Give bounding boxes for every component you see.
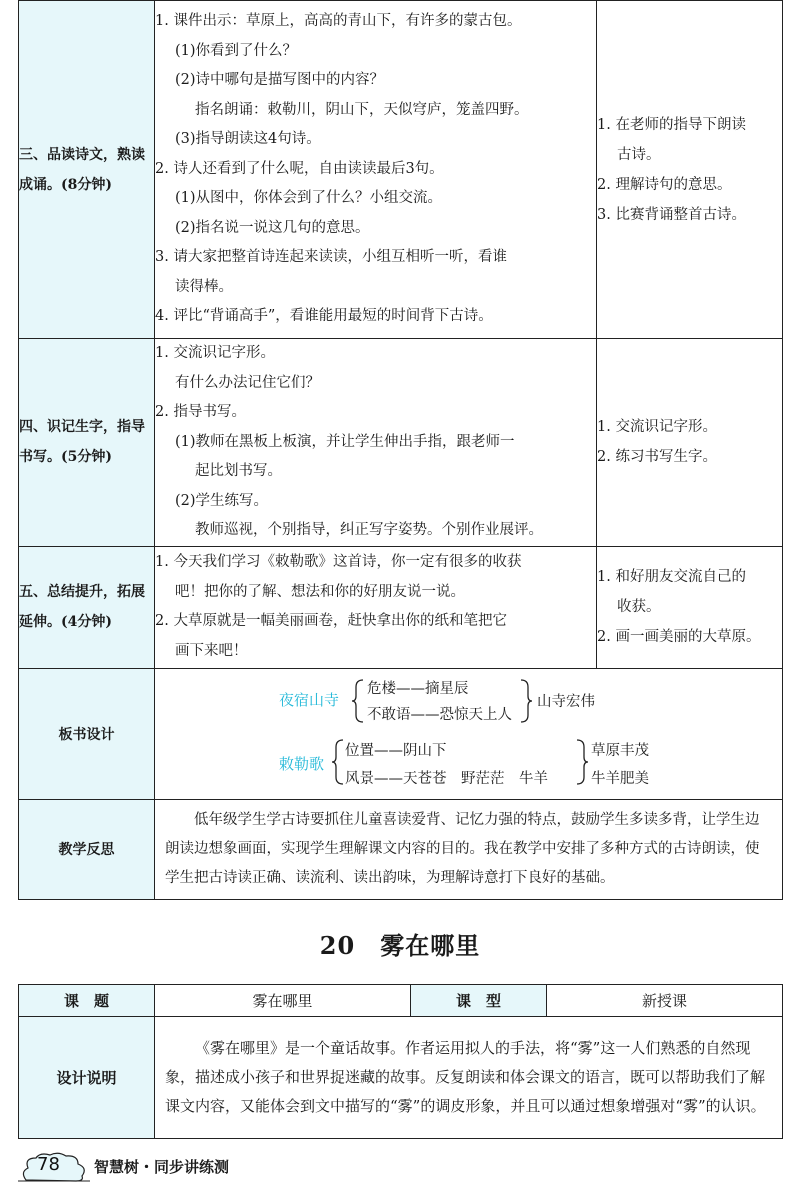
student-line: 收获。 (617, 599, 661, 615)
right-brace-icon (575, 739, 589, 785)
teacher-steps (155, 339, 597, 547)
section-label: 三、品读诗文，熟读成诵。(8分钟) (19, 1, 155, 339)
board-result: 牛羊肥美 (591, 770, 649, 787)
step-line: 1. 今天我们学习《敕勒歌》这首诗，你一定有很多的收获 (155, 554, 522, 570)
student-line: 2. 练习书写生字。 (597, 449, 717, 466)
step-line: (1)教师在黑板上板演，并让学生伸出手指，跟老师一 (175, 433, 515, 450)
student-activities (597, 339, 783, 547)
board-label: 板书设计 (19, 668, 155, 799)
step-line: 读得棒。 (175, 278, 233, 295)
board-line: 风景——天苍苍 野茫茫 牛羊 (345, 770, 548, 787)
lesson-title: 20 雾在哪里 (319, 931, 481, 960)
brand-name: 智慧树・同步讲练测 (94, 1158, 230, 1176)
section-label: 五、总结提升，拓展延伸。(4分钟) (19, 546, 155, 668)
type-label: 课 型 (411, 985, 547, 1017)
step-line: (3)指导朗读这4句诗。 (175, 131, 321, 148)
step-line: 4. 评比“背诵高手”，看谁能用最短的时间背下古诗。 (155, 308, 493, 325)
poem-title: 夜宿山寺 (279, 690, 340, 709)
right-brace-icon (519, 679, 533, 723)
step-line: (1)从图中，你体会到了什么？小组交流。 (175, 190, 443, 207)
lesson-plan-table (18, 0, 783, 900)
reflection-text: 低年级学生学古诗要抓住儿童喜读爱背、记忆力强的特点，鼓励学生多读多背，让学生边朗读边想象画面，实现学生理解课文内容的目的。我在教学中安排了多种方式的古诗朗读，使学生把古诗读正确、读流利、读出韵味，为理解诗意打下良好的基础。 (155, 799, 783, 899)
board-result: 山寺宏伟 (537, 693, 595, 710)
step-line: (1)你看到了什么？ (175, 42, 298, 59)
step-line: (2)诗中哪句是描写图中的内容？ (175, 72, 385, 89)
left-brace-icon (351, 679, 365, 723)
board-row (19, 668, 783, 799)
student-activities (597, 546, 783, 668)
design-text: 《雾在哪里》是一个童话故事。作者运用拟人的手法，将“雾”这一人们熟悉的自然现象，描述成小孩子和世界捉迷藏的故事。反复朗读和体会课文的语言，既可以帮助我们了解课文内容，又能体会到文中描写的“雾”的调皮形象，并且可以通过想象增强对“雾”的认识。 (155, 1017, 783, 1139)
board-result: 草原丰茂 (591, 742, 649, 759)
step-line: 教师巡视，个别指导，纠正写字姿势。个别作业展评。 (195, 522, 543, 538)
step-line: 1. 交流识记字形。 (155, 345, 275, 361)
section-row-5 (19, 546, 783, 668)
student-line: 2. 理解诗句的意思。 (597, 176, 732, 193)
info-header-row (19, 985, 783, 1017)
step-line: 2. 大草原就是一幅美丽画卷，赶快拿出你的纸和笔把它 (155, 613, 507, 629)
poem-title: 敕勒歌 (279, 754, 325, 773)
step-line: 画下来吧！ (175, 642, 248, 659)
student-activities (597, 1, 783, 339)
board-line: 位置——阴山下 (345, 742, 447, 759)
section-row-3 (19, 1, 783, 339)
step-line: 吧！把你的了解、想法和你的好朋友说一说。 (175, 583, 465, 600)
step-line: 指名朗诵：敕勒川，阴山下，天似穹庐，笼盖四野。 (195, 101, 529, 118)
student-line: 2. 画一画美丽的大草原。 (597, 629, 761, 645)
student-line: 1. 交流识记字形。 (597, 419, 717, 436)
section-label: 四、识记生字，指导书写。(5分钟) (19, 339, 155, 547)
student-line: 1. 和好朋友交流自己的 (597, 569, 746, 585)
page-number: 78 (37, 1154, 60, 1175)
design-label: 设计说明 (19, 1017, 155, 1139)
lesson-info-table (18, 984, 783, 1139)
board-line: 危楼——摘星辰 (367, 680, 469, 697)
step-line: 2. 指导书写。 (155, 404, 246, 420)
step-line: 起比划书写。 (195, 463, 282, 479)
board-design (155, 668, 783, 799)
student-line: 3. 比赛背诵整首古诗。 (597, 206, 746, 223)
board-line: 不敢语——恐惊天上人 (367, 706, 512, 723)
left-brace-icon (331, 739, 345, 785)
step-line: 1. 课件出示：草原上，高高的青山下，有许多的蒙古包。 (155, 13, 522, 30)
topic-value: 雾在哪里 (155, 985, 411, 1017)
design-row (19, 1017, 783, 1139)
section-row-4 (19, 339, 783, 547)
step-line: (2)学生练写。 (175, 492, 269, 509)
step-line: 有什么办法记住它们？ (175, 374, 320, 391)
step-line: 3. 请大家把整首诗连起来读读，小组互相听一听，看谁 (155, 249, 507, 266)
teacher-steps (155, 546, 597, 668)
student-line: 1. 在老师的指导下朗读 (597, 116, 746, 133)
reflection-label: 教学反思 (19, 799, 155, 899)
page-footer (18, 1150, 338, 1184)
step-line: (2)指名说一说这几句的意思。 (175, 219, 370, 236)
reflection-row (19, 799, 783, 899)
student-line: 古诗。 (617, 146, 661, 163)
topic-label: 课 题 (19, 985, 155, 1017)
step-line: 2. 诗人还看到了什么呢，自由读读最后3句。 (155, 160, 444, 177)
type-value: 新授课 (547, 985, 783, 1017)
teacher-steps (155, 1, 597, 339)
